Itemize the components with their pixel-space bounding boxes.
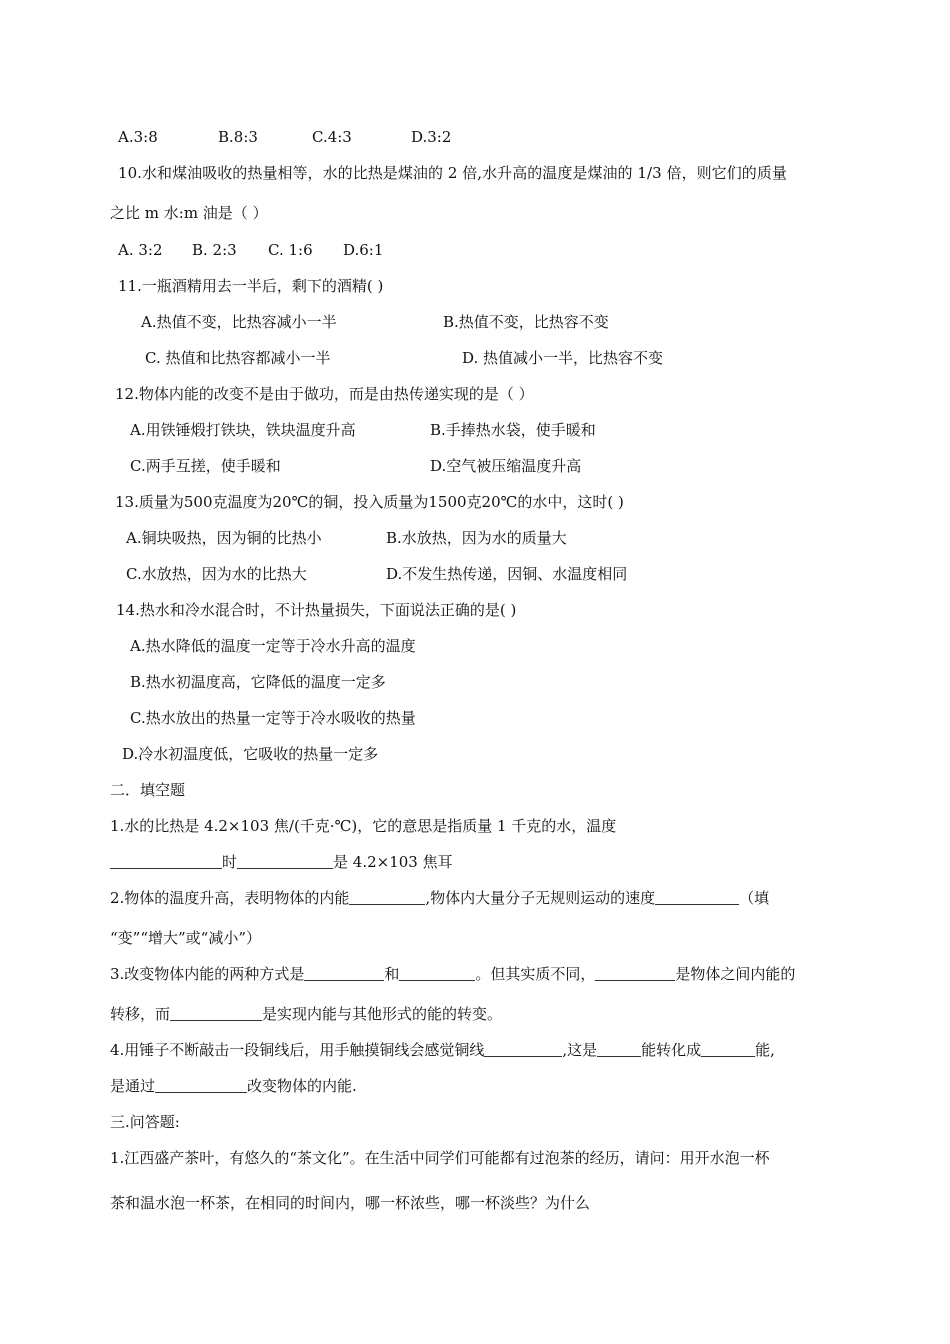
q9-option-a: A.3:8 — [118, 128, 158, 146]
fill3-blank4[interactable] — [170, 1004, 262, 1021]
fill4-blank2[interactable] — [597, 1040, 641, 1057]
q11-option-c: C. 热值和比热容都减小一半 — [145, 349, 331, 367]
qa1-line1: 1.江西盛产茶叶，有悠久的“茶文化”。在生活中同学们可能都有过泡茶的经历，请问：用开水泡一杯 — [110, 1149, 770, 1167]
fill3-blank3[interactable] — [595, 964, 675, 981]
q13-option-c: C.水放热，因为水的比热大 — [126, 565, 307, 583]
q13-option-d: D.不发生热传递，因铜、水温度相同 — [386, 565, 628, 583]
q10-option-a: A. 3:2 — [118, 241, 163, 259]
q12-option-c: C.两手互搓，使手暖和 — [130, 457, 281, 475]
q9-option-b: B.8:3 — [218, 128, 258, 146]
q10-stem-line1: 10.水和煤油吸收的热量相等，水的比热是煤油的 2 倍,水升高的温度是煤油的 1/3 倍，则它们的质量 — [118, 164, 787, 182]
q14-option-c: C.热水放出的热量一定等于冷水吸收的热量 — [130, 709, 416, 727]
q14-option-a: A.热水降低的温度一定等于冷水升高的温度 — [130, 637, 416, 655]
q9-option-c: C.4:3 — [312, 128, 352, 146]
fill1-blank1[interactable] — [110, 852, 222, 869]
fill4-blank3[interactable] — [701, 1040, 755, 1057]
q12-option-d: D.空气被压缩温度升高 — [430, 457, 582, 475]
fill1-line1: 1.水的比热是 4.2×103 焦/(千克·℃)，它的意思是指质量 1 千克的水，温度 — [110, 817, 617, 835]
q14-stem: 14.热水和冷水混合时，不计热量损失，下面说法正确的是( ) — [116, 601, 517, 619]
q10-option-b: B. 2:3 — [192, 241, 237, 259]
section3-heading: 三.问答题: — [110, 1113, 180, 1131]
qa1-line2: 茶和温水泡一杯茶，在相同的时间内，哪一杯浓些，哪一杯淡些？为什么 — [110, 1194, 591, 1212]
q10-stem-line2: 之比 m 水:m 油是（ ） — [110, 204, 268, 222]
fill4-blank1[interactable] — [484, 1040, 562, 1057]
q10-option-c: C. 1:6 — [268, 241, 313, 259]
q10-option-d: D.6:1 — [343, 241, 384, 259]
fill3-blank2[interactable] — [399, 964, 475, 981]
fill4-line1: 4.用锤子不断敲击一段铜线后，用手触摸铜线会感觉铜线 ,这是 能转化成 能, — [110, 1041, 775, 1059]
fill4-blank4[interactable] — [155, 1076, 247, 1093]
fill4-line2: 是通过 改变物体的内能. — [110, 1077, 357, 1095]
q11-stem: 11.一瓶酒精用去一半后，剩下的酒精( ) — [118, 277, 384, 295]
q13-option-b: B.水放热，因为水的质量大 — [386, 529, 567, 547]
q11-option-d: D. 热值减小一半，比热容不变 — [462, 349, 664, 367]
fill1-line2: 时 是 4.2×103 焦耳 — [110, 852, 453, 872]
fill2-line2: “变”“增大”或“减小”） — [110, 929, 262, 947]
q13-option-a: A.铜块吸热，因为铜的比热小 — [126, 529, 322, 547]
section2-heading: 二．填空题 — [110, 781, 186, 799]
q12-stem: 12.物体内能的改变不是由于做功，而是由热传递实现的是（ ） — [115, 385, 534, 403]
q14-option-d: D.冷水初温度低，它吸收的热量一定多 — [122, 745, 379, 763]
fill3-line2: 转移，而 是实现内能与其他形式的能的转变。 — [110, 1005, 503, 1023]
fill2-blank1[interactable] — [349, 888, 425, 905]
q12-option-a: A.用铁锤煅打铁块，铁块温度升高 — [130, 421, 356, 439]
q11-option-b: B.热值不变，比热容不变 — [443, 313, 609, 331]
fill3-line1: 3.改变物体内能的两种方式是 和 。但其实质不同， 是物体之间内能的 — [110, 965, 796, 983]
fill2-line1: 2.物体的温度升高，表明物体的内能 ,物体内大量分子无规则运动的速度 （填 — [110, 889, 770, 907]
fill3-blank1[interactable] — [304, 964, 384, 981]
q11-option-a: A.热值不变，比热容减小一半 — [141, 313, 337, 331]
fill1-blank2[interactable] — [237, 852, 333, 869]
q12-option-b: B.手捧热水袋，使手暖和 — [430, 421, 596, 439]
q14-option-b: B.热水初温度高，它降低的温度一定多 — [130, 673, 386, 691]
fill2-blank2[interactable] — [655, 888, 739, 905]
q13-stem: 13.质量为500克温度为20℃的铜，投入质量为1500克20℃的水中，这时( ) — [115, 493, 624, 511]
q9-option-d: D.3:2 — [411, 128, 452, 146]
